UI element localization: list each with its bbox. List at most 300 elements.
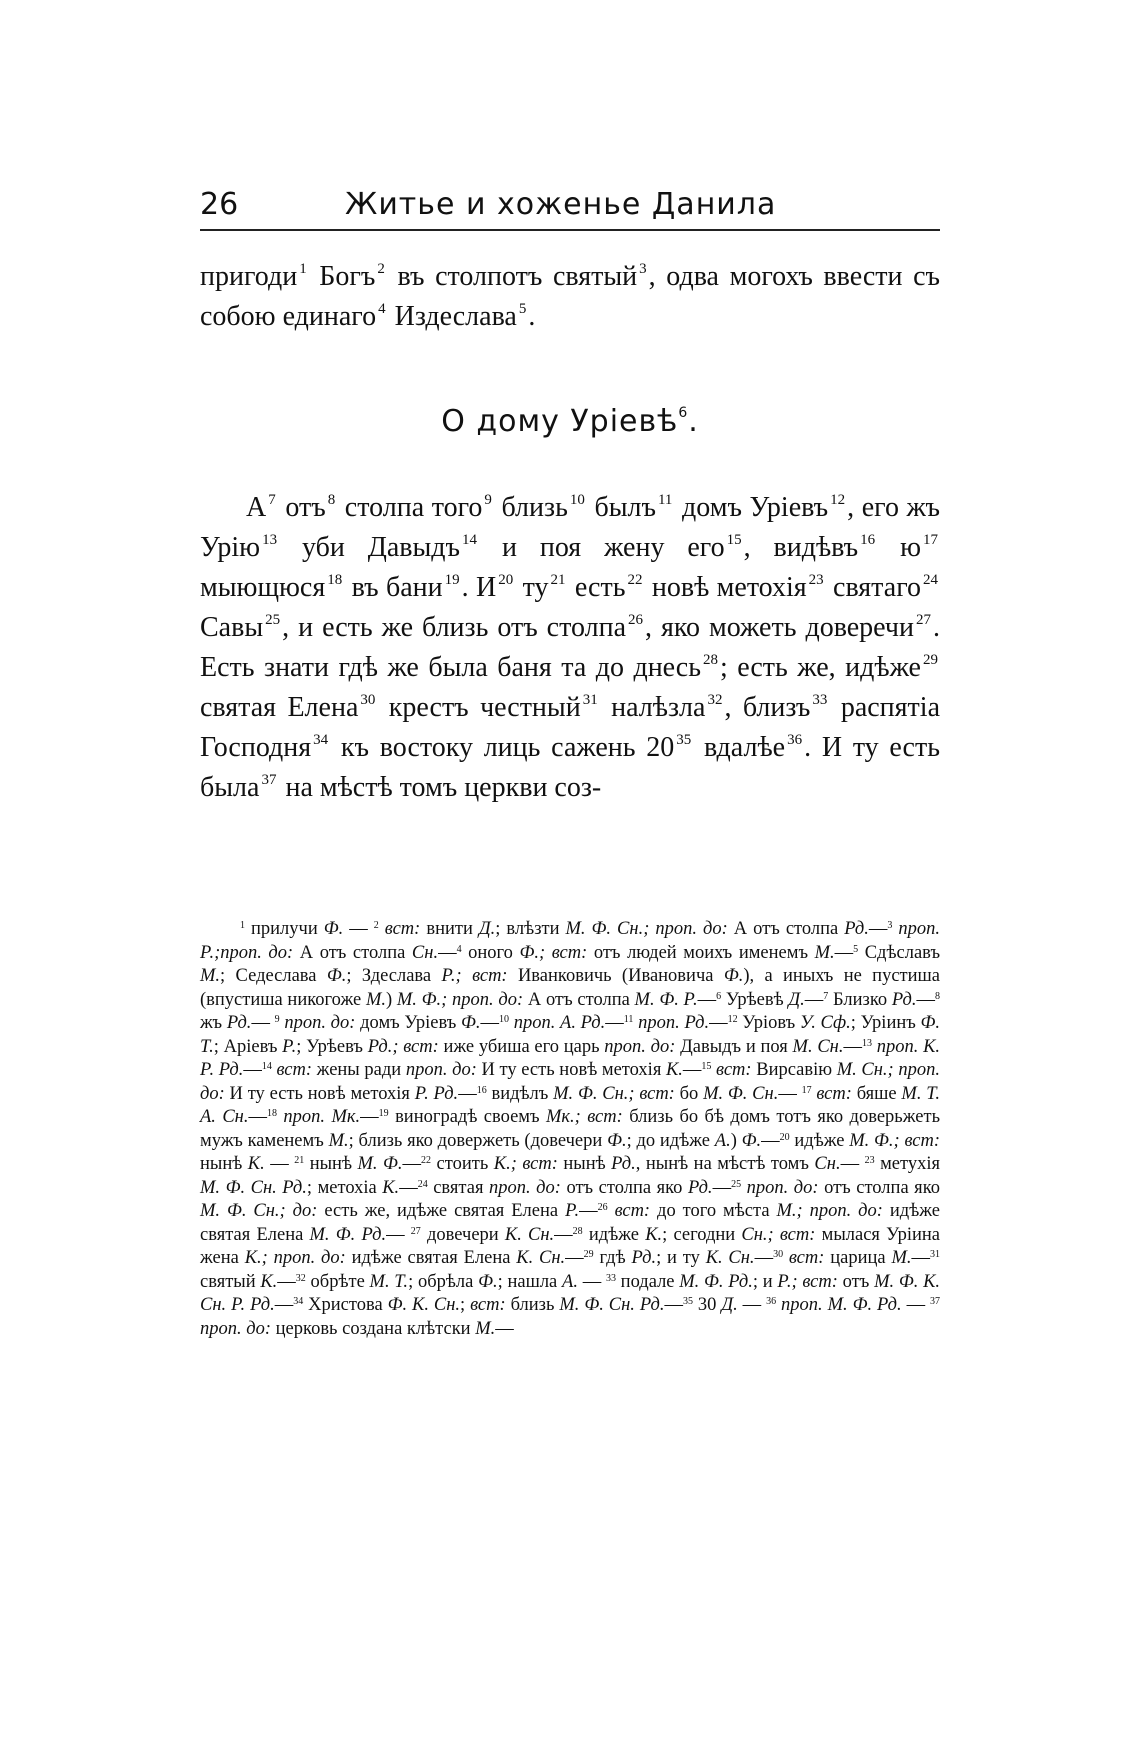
text-run: идѣже святая Елена — [200, 1201, 940, 1245]
siglum: К.; вст: — [493, 1154, 558, 1174]
footnote-marker: 14 — [462, 532, 478, 548]
text-run: мыющюся — [200, 572, 326, 603]
siglum: М. — [814, 942, 835, 963]
footnote-marker: 23 — [808, 572, 824, 588]
text-run: идѣже — [582, 1224, 646, 1245]
text-run: — — [682, 1060, 702, 1080]
footnote-marker: 7 — [268, 492, 276, 508]
text-run: , его жъ Урiю — [200, 492, 941, 563]
text-run: И ту есть новѣ метохiя — [476, 1060, 666, 1080]
footnote-marker: 16 — [860, 532, 876, 548]
siglum: К. Сн. — [504, 1224, 555, 1245]
footnote-marker: 6 — [716, 990, 722, 1002]
siglum: Ф. — [326, 966, 347, 986]
siglum: М. — [328, 1130, 349, 1151]
footnote-marker: 23 — [864, 1155, 875, 1166]
siglum: Ф. — [741, 1130, 762, 1151]
footnotes — [200, 918, 940, 1341]
text-run: налѣзла — [599, 692, 706, 723]
text-run: Давыдъ и поя — [675, 1036, 793, 1057]
siglum: Сн.; вст: — [741, 1224, 816, 1245]
siglum: Рд. — [611, 1154, 636, 1174]
footnote-marker: 9 — [274, 1014, 280, 1025]
text-run: — — [565, 1248, 584, 1268]
text-run: , нынѣ на мѣстѣ томъ — [635, 1154, 815, 1174]
text-run: — — [754, 1248, 774, 1268]
footnote-marker: 8 — [935, 990, 940, 1002]
siglum: М. — [365, 989, 386, 1010]
footnote-marker: 34 — [313, 732, 329, 748]
text-run: — — [697, 989, 717, 1010]
text-run: былъ — [586, 492, 656, 523]
footnote-marker: 2 — [377, 261, 385, 277]
text-run: — — [495, 1318, 514, 1339]
footnote-marker: 4 — [456, 943, 462, 955]
text-run: пригоди — [200, 261, 298, 292]
text-run: церковь создана клѣтски — [271, 1318, 476, 1339]
footnote-marker: 29 — [583, 1249, 594, 1260]
footnote-marker: 33 — [605, 1272, 616, 1284]
text-run: — — [901, 1295, 931, 1315]
siglum: вст: — [470, 1295, 506, 1315]
text-run: гдѣ — [593, 1248, 632, 1268]
siglum: Рд. — [687, 1177, 713, 1198]
footnote-marker: 14 — [261, 1061, 272, 1072]
text-run: — — [399, 1177, 418, 1198]
footnote-marker: 17 — [923, 532, 938, 548]
text-run: на мѣстѣ томъ церкви соз- — [278, 772, 602, 803]
siglum: Д. — [721, 1295, 738, 1315]
siglum: проп. до: — [604, 1036, 676, 1057]
text-run: . И ту есть была — [200, 732, 940, 803]
text-run: ; влѣзти — [495, 919, 566, 939]
footnote-marker: 16 — [476, 1084, 487, 1096]
text-run: домъ Урiевъ — [355, 1013, 462, 1033]
siglum: вст: — [783, 1248, 825, 1268]
footnote-marker: 36 — [766, 1296, 777, 1307]
text-run: царица — [824, 1248, 892, 1268]
footnote-marker: 28 — [703, 652, 718, 668]
siglum: проп. до: — [489, 1177, 561, 1198]
text-run: А отъ столпа — [727, 919, 845, 939]
footnote-marker: 2 — [373, 920, 379, 931]
footnote-marker: 26 — [628, 612, 643, 628]
text-run: бяше — [851, 1083, 902, 1104]
footnote-marker: 13 — [861, 1037, 872, 1049]
siglum: К. — [382, 1177, 400, 1198]
text-run: — — [480, 1013, 500, 1033]
text-run: бо — [674, 1083, 704, 1104]
siglum: проп. Рд. — [633, 1013, 710, 1033]
siglum: К. — [260, 1271, 278, 1292]
siglum: проп. до: — [200, 1318, 272, 1339]
siglum: Сн. — [814, 1154, 841, 1174]
text-run: ; Урѣевъ — [296, 1036, 368, 1057]
siglum: Рд. — [844, 919, 869, 939]
footnote-marker: 18 — [267, 1108, 277, 1119]
text-run: А отъ столпа — [523, 989, 635, 1010]
footnote-marker: 5 — [518, 301, 527, 317]
text-run: , видѣвъ — [743, 532, 859, 563]
siglum: М. Ф. Сн.; до: — [200, 1201, 318, 1221]
text-run: нынѣ — [557, 1154, 612, 1174]
siglum: К. Сн. — [705, 1248, 755, 1268]
siglum: М. Сн.; проп. до: — [200, 1060, 940, 1104]
footnote-marker: 30 — [360, 692, 376, 708]
text-run: нынѣ — [304, 1154, 358, 1174]
text-run: ; и — [752, 1271, 778, 1292]
footnote-marker: 35 — [676, 732, 692, 748]
footnote-marker: 12 — [727, 1014, 738, 1025]
text-run: домъ Урiевъ — [674, 492, 829, 523]
text-run: уби Давыдъ — [279, 532, 461, 563]
footnote-marker: 11 — [623, 1014, 634, 1025]
footnote-marker: 1 — [299, 261, 307, 277]
text-run: святый — [200, 1271, 261, 1292]
text-run: — — [243, 1060, 262, 1080]
siglum: М. Ф. Р. — [634, 989, 698, 1010]
footnote-marker: 6 — [678, 405, 689, 421]
footnote-marker: 3 — [639, 261, 647, 277]
text-run: жъ — [200, 1013, 227, 1033]
footnote-marker: 32 — [707, 692, 723, 708]
footnote-marker: 15 — [701, 1061, 712, 1072]
footnote-marker: 34 — [293, 1296, 304, 1307]
text-run: мылася Урiина жена — [200, 1224, 940, 1268]
siglum: проп. до: — [405, 1060, 477, 1080]
text-run: идѣже — [789, 1130, 850, 1151]
text-run: — — [778, 1083, 802, 1104]
text-run: къ востоку лиць сажень 20 — [330, 732, 675, 763]
footnote-marker: 31 — [582, 692, 598, 708]
text-run: Иванковичь (Ивановича — [507, 966, 724, 986]
siglum: Р. — [565, 1201, 580, 1221]
text-run: 30 — [692, 1295, 722, 1315]
text-run: видѣлъ — [486, 1083, 554, 1104]
footnote-marker: 27 — [410, 1225, 421, 1237]
text-run: — — [840, 1154, 865, 1174]
siglum: проп. до: — [741, 1177, 819, 1198]
siglum: У. Сф. — [799, 1013, 851, 1033]
siglum: Д. — [788, 989, 805, 1010]
text-run: новѣ метохiя — [644, 572, 807, 603]
text-run: близь бо бѣ домъ тотъ яко доверьжеть мужъ каменемъ — [200, 1107, 941, 1151]
text-run: — — [343, 919, 374, 939]
text-run: ю — [877, 532, 921, 563]
siglum: К. — [645, 1224, 663, 1245]
siglum: вст: — [378, 919, 421, 939]
text-run: Урiовъ — [737, 1013, 800, 1033]
text-run: — — [868, 919, 888, 939]
text-run: ; — [460, 1295, 471, 1315]
text-run: ; метохiа — [306, 1177, 383, 1198]
text-run: столпа того — [337, 492, 483, 523]
siglum: М. Ф. Сн.; вст: — [553, 1083, 675, 1104]
text-run: — — [554, 1224, 573, 1245]
footnote-marker: 31 — [929, 1249, 940, 1260]
text-run: — — [438, 942, 457, 963]
text-run: Близко — [828, 989, 892, 1010]
text-run: ; нашла — [497, 1271, 563, 1292]
text-run: Сдѣславъ — [858, 942, 941, 963]
siglum: К. — [665, 1060, 683, 1080]
siglum: М. Ф. Рд. — [309, 1224, 387, 1245]
footnote-marker: 20 — [498, 572, 514, 588]
paragraph-2 — [200, 488, 940, 808]
siglum: Р. — [282, 1036, 297, 1057]
footnote-marker: 25 — [265, 612, 281, 628]
text-run: близь — [505, 1295, 560, 1315]
footnote-marker: 17 — [801, 1084, 812, 1096]
siglum: Ф. — [478, 1271, 498, 1292]
text-run: идѣже святая Елена — [345, 1248, 517, 1268]
text-run: святая — [427, 1177, 489, 1198]
siglum: М. Ф.; вст: — [849, 1130, 940, 1151]
text-run: ; есть же, идѣже — [720, 652, 921, 683]
siglum: К.; проп. до: — [244, 1248, 346, 1268]
siglum: М. Ф. К. Сн. Р. Рд. — [200, 1271, 940, 1315]
siglum: Р. Рд. — [414, 1083, 459, 1104]
text-run: ; сегодни — [662, 1224, 742, 1245]
siglum: Р.; вст: — [777, 1271, 838, 1292]
text-run: есть же, идѣже святая Елена — [317, 1201, 566, 1221]
text-run: вдалѣе — [693, 732, 786, 763]
page-header — [200, 185, 940, 231]
siglum: проп. А. Рд. — [509, 1013, 606, 1033]
footnote-marker: 10 — [499, 1014, 510, 1025]
siglum: К. Сн. — [516, 1248, 566, 1268]
text-run: ; до идѣже — [626, 1130, 715, 1151]
footnote-marker: 28 — [572, 1225, 583, 1237]
text-run: — — [916, 989, 935, 1010]
siglum: вст: — [811, 1083, 852, 1104]
footnote-marker: 29 — [923, 652, 938, 668]
text-run: есть — [567, 572, 626, 603]
text-run: — — [834, 942, 854, 963]
text-run: , близъ — [724, 692, 811, 723]
siglum: Ф. — [461, 1013, 481, 1033]
text-run: , одва могохъ ввести съ собою единаго — [200, 261, 941, 332]
text-run: ), а иныхъ не пустиша (впустиша никогоже — [200, 966, 940, 1010]
siglum: Ф. — [323, 919, 344, 939]
text-run: отъ — [277, 492, 326, 523]
footnote-marker: 7 — [823, 990, 829, 1002]
siglum: М. — [891, 1248, 912, 1268]
text-run: . Есть знати гдѣ же была баня та до днесь — [200, 612, 940, 683]
text-run: прилучи — [245, 919, 324, 939]
siglum: М. — [475, 1318, 496, 1339]
siglum: Сн. — [411, 942, 439, 963]
text-run: стоить — [431, 1154, 494, 1174]
footnote-marker: 8 — [327, 492, 336, 508]
text-run: жены ради — [312, 1060, 406, 1080]
text-run: обрѣте — [305, 1271, 370, 1292]
text-run: отъ столпа яко — [818, 1177, 940, 1198]
siglum: Ф. Т. — [200, 1013, 941, 1057]
text-run: ту — [515, 572, 549, 603]
text-run: — — [458, 1083, 477, 1104]
footnote-marker: 26 — [597, 1202, 608, 1213]
footnote-marker: 27 — [915, 612, 931, 628]
text-run: Издеслава — [387, 301, 517, 332]
text-run: — — [386, 1224, 411, 1245]
text-run: ; Урiинъ — [850, 1013, 921, 1033]
text-run: Урѣевѣ — [721, 989, 789, 1010]
footnote-marker: 37 — [930, 1296, 941, 1307]
siglum: М. Ф. Сн.; проп. до: — [565, 919, 728, 939]
text-run: Савы — [200, 612, 264, 643]
footnote-marker: 5 — [853, 943, 859, 955]
footnote-marker: 22 — [421, 1155, 432, 1166]
footnote-marker: 33 — [812, 692, 828, 708]
text-run: Христова — [303, 1295, 388, 1315]
siglum: Д. — [478, 919, 496, 939]
footnote-marker: 36 — [787, 732, 803, 748]
text-run: — — [360, 1107, 379, 1127]
text-run: — — [911, 1248, 930, 1268]
footnote-marker: 10 — [569, 492, 585, 508]
text-run: ; близь яко довержеть (довечери — [348, 1130, 608, 1151]
text-run: — — [277, 1271, 296, 1292]
text-run: метухiя — [874, 1154, 941, 1174]
text-run: отъ столпа яко — [560, 1177, 688, 1198]
text-run: и поя жену его — [479, 532, 725, 563]
text-run: И ту есть новѣ метохiя — [224, 1083, 415, 1104]
siglum: К. — [247, 1154, 265, 1174]
text-run: ; Седеслава — [220, 966, 327, 986]
text-run: отъ людей моихъ именемъ — [587, 942, 815, 963]
text-run: ; Здеслава — [346, 966, 442, 986]
text-run: — — [579, 1201, 598, 1221]
siglum: М. Ф. Сн. — [703, 1083, 779, 1104]
text-run: отъ — [837, 1271, 875, 1292]
siglum: Ф. — [607, 1130, 627, 1151]
text-run: — — [804, 989, 824, 1010]
text-run: ; Арiевъ — [213, 1036, 283, 1057]
footnote-marker: 19 — [378, 1108, 389, 1119]
text-run: . И — [461, 572, 497, 603]
siglum: Мк.; вст: — [545, 1107, 623, 1127]
siglum: вст: — [271, 1060, 313, 1080]
footnote-marker: 24 — [922, 572, 938, 588]
text-run: — — [709, 1013, 728, 1033]
paragraph-1 — [200, 257, 940, 337]
siglum: М. Ф. Рд. — [679, 1271, 753, 1292]
text-run: подале — [615, 1271, 680, 1292]
text-run: ) — [730, 1130, 742, 1151]
text-run: — — [264, 1154, 295, 1174]
siglum: М.; проп. до: — [776, 1201, 883, 1221]
text-run: ; обрѣла — [408, 1271, 479, 1292]
footnote-marker: 21 — [550, 572, 566, 588]
siglum: вст: — [607, 1201, 651, 1221]
siglum: Рд. — [631, 1248, 657, 1268]
siglum: А. — [562, 1271, 578, 1292]
text-run: — — [402, 1154, 422, 1174]
text-run: Богъ — [308, 261, 376, 292]
text-run: — — [605, 1013, 624, 1033]
text-run: довечери — [420, 1224, 505, 1245]
text-run: до того мѣста — [650, 1201, 777, 1221]
text-run: оного — [461, 942, 520, 963]
footnote-marker: 19 — [444, 572, 460, 588]
footnote-marker: 25 — [731, 1178, 742, 1190]
footnote-marker: 13 — [262, 532, 278, 548]
running-title: Житье и хоженье Данила — [345, 187, 777, 222]
text-run: святая Елена — [200, 692, 359, 723]
footnote-marker: 32 — [295, 1272, 306, 1284]
text-run: — — [737, 1295, 767, 1315]
section-title-text: О дому Урiевѣ — [441, 404, 679, 439]
text-run: — — [843, 1036, 862, 1057]
text-run: въ бани — [344, 572, 443, 603]
siglum: М. Сн. — [792, 1036, 844, 1057]
text-run: ) — [385, 989, 397, 1010]
siglum: Ф. — [723, 966, 744, 986]
text-run: въ столпотъ святый — [386, 261, 638, 292]
text-run: — — [248, 1107, 267, 1127]
text-run: А отъ столпа — [293, 942, 412, 963]
section-title-end: . — [688, 404, 699, 439]
footnote-marker: 4 — [378, 301, 386, 317]
footnote-marker: 11 — [657, 492, 673, 508]
text-run: , яко можеть доверечи — [645, 612, 914, 643]
text-run: внити — [420, 919, 479, 939]
siglum: Рд.; вст: — [367, 1036, 439, 1057]
text-run: Вирсавiю — [751, 1060, 837, 1080]
footnote-marker: 9 — [484, 492, 492, 508]
text-run: святаго — [825, 572, 921, 603]
text-run: — — [251, 1013, 275, 1033]
footnote-marker: 15 — [726, 532, 742, 548]
text-run: — — [761, 1130, 780, 1151]
text-run: — — [577, 1271, 606, 1292]
siglum: М. Ф. — [357, 1154, 403, 1174]
text-run: близь — [493, 492, 568, 523]
text-run: крестъ честный — [377, 692, 581, 723]
text-run: , и есть же близь отъ столпа — [282, 612, 626, 643]
text-run: виноградѣ своемъ — [388, 1107, 546, 1127]
footnote-marker: 12 — [830, 492, 846, 508]
siglum: М. Т. А. Сн. — [200, 1083, 940, 1127]
text-run: А — [246, 492, 267, 523]
footnote-marker: 18 — [327, 572, 343, 588]
siglum: М. Ф. Сн. Рд. — [200, 1177, 307, 1198]
text-run: . — [528, 301, 536, 332]
siglum: М. Ф.; проп. до: — [396, 989, 524, 1010]
siglum: проп. Р.;проп. до: — [200, 919, 940, 963]
section-title — [200, 400, 940, 444]
siglum: проп. М. Ф. Рд. — [776, 1295, 902, 1315]
text-run: — — [712, 1177, 732, 1198]
siglum: Рд. — [891, 989, 917, 1010]
siglum: М. Т. — [369, 1271, 409, 1292]
footnote-marker: 21 — [294, 1155, 305, 1166]
siglum: Ф. К. Сн. — [387, 1295, 461, 1315]
text-run: распятiа Господня — [200, 692, 940, 763]
siglum: проп. до: — [279, 1013, 356, 1033]
footnote-marker: 1 — [240, 920, 245, 931]
footnote-marker: 35 — [682, 1296, 693, 1307]
siglum: проп. К. Р. Рд. — [200, 1036, 940, 1080]
siglum: М. — [200, 966, 221, 986]
text-run: — — [664, 1295, 683, 1315]
footnote-marker: 30 — [773, 1249, 784, 1260]
footnote-marker: 3 — [887, 920, 893, 931]
footnote-marker: 37 — [261, 772, 277, 788]
siglum: вст: — [711, 1060, 752, 1080]
siglum: Рд. — [226, 1013, 252, 1033]
